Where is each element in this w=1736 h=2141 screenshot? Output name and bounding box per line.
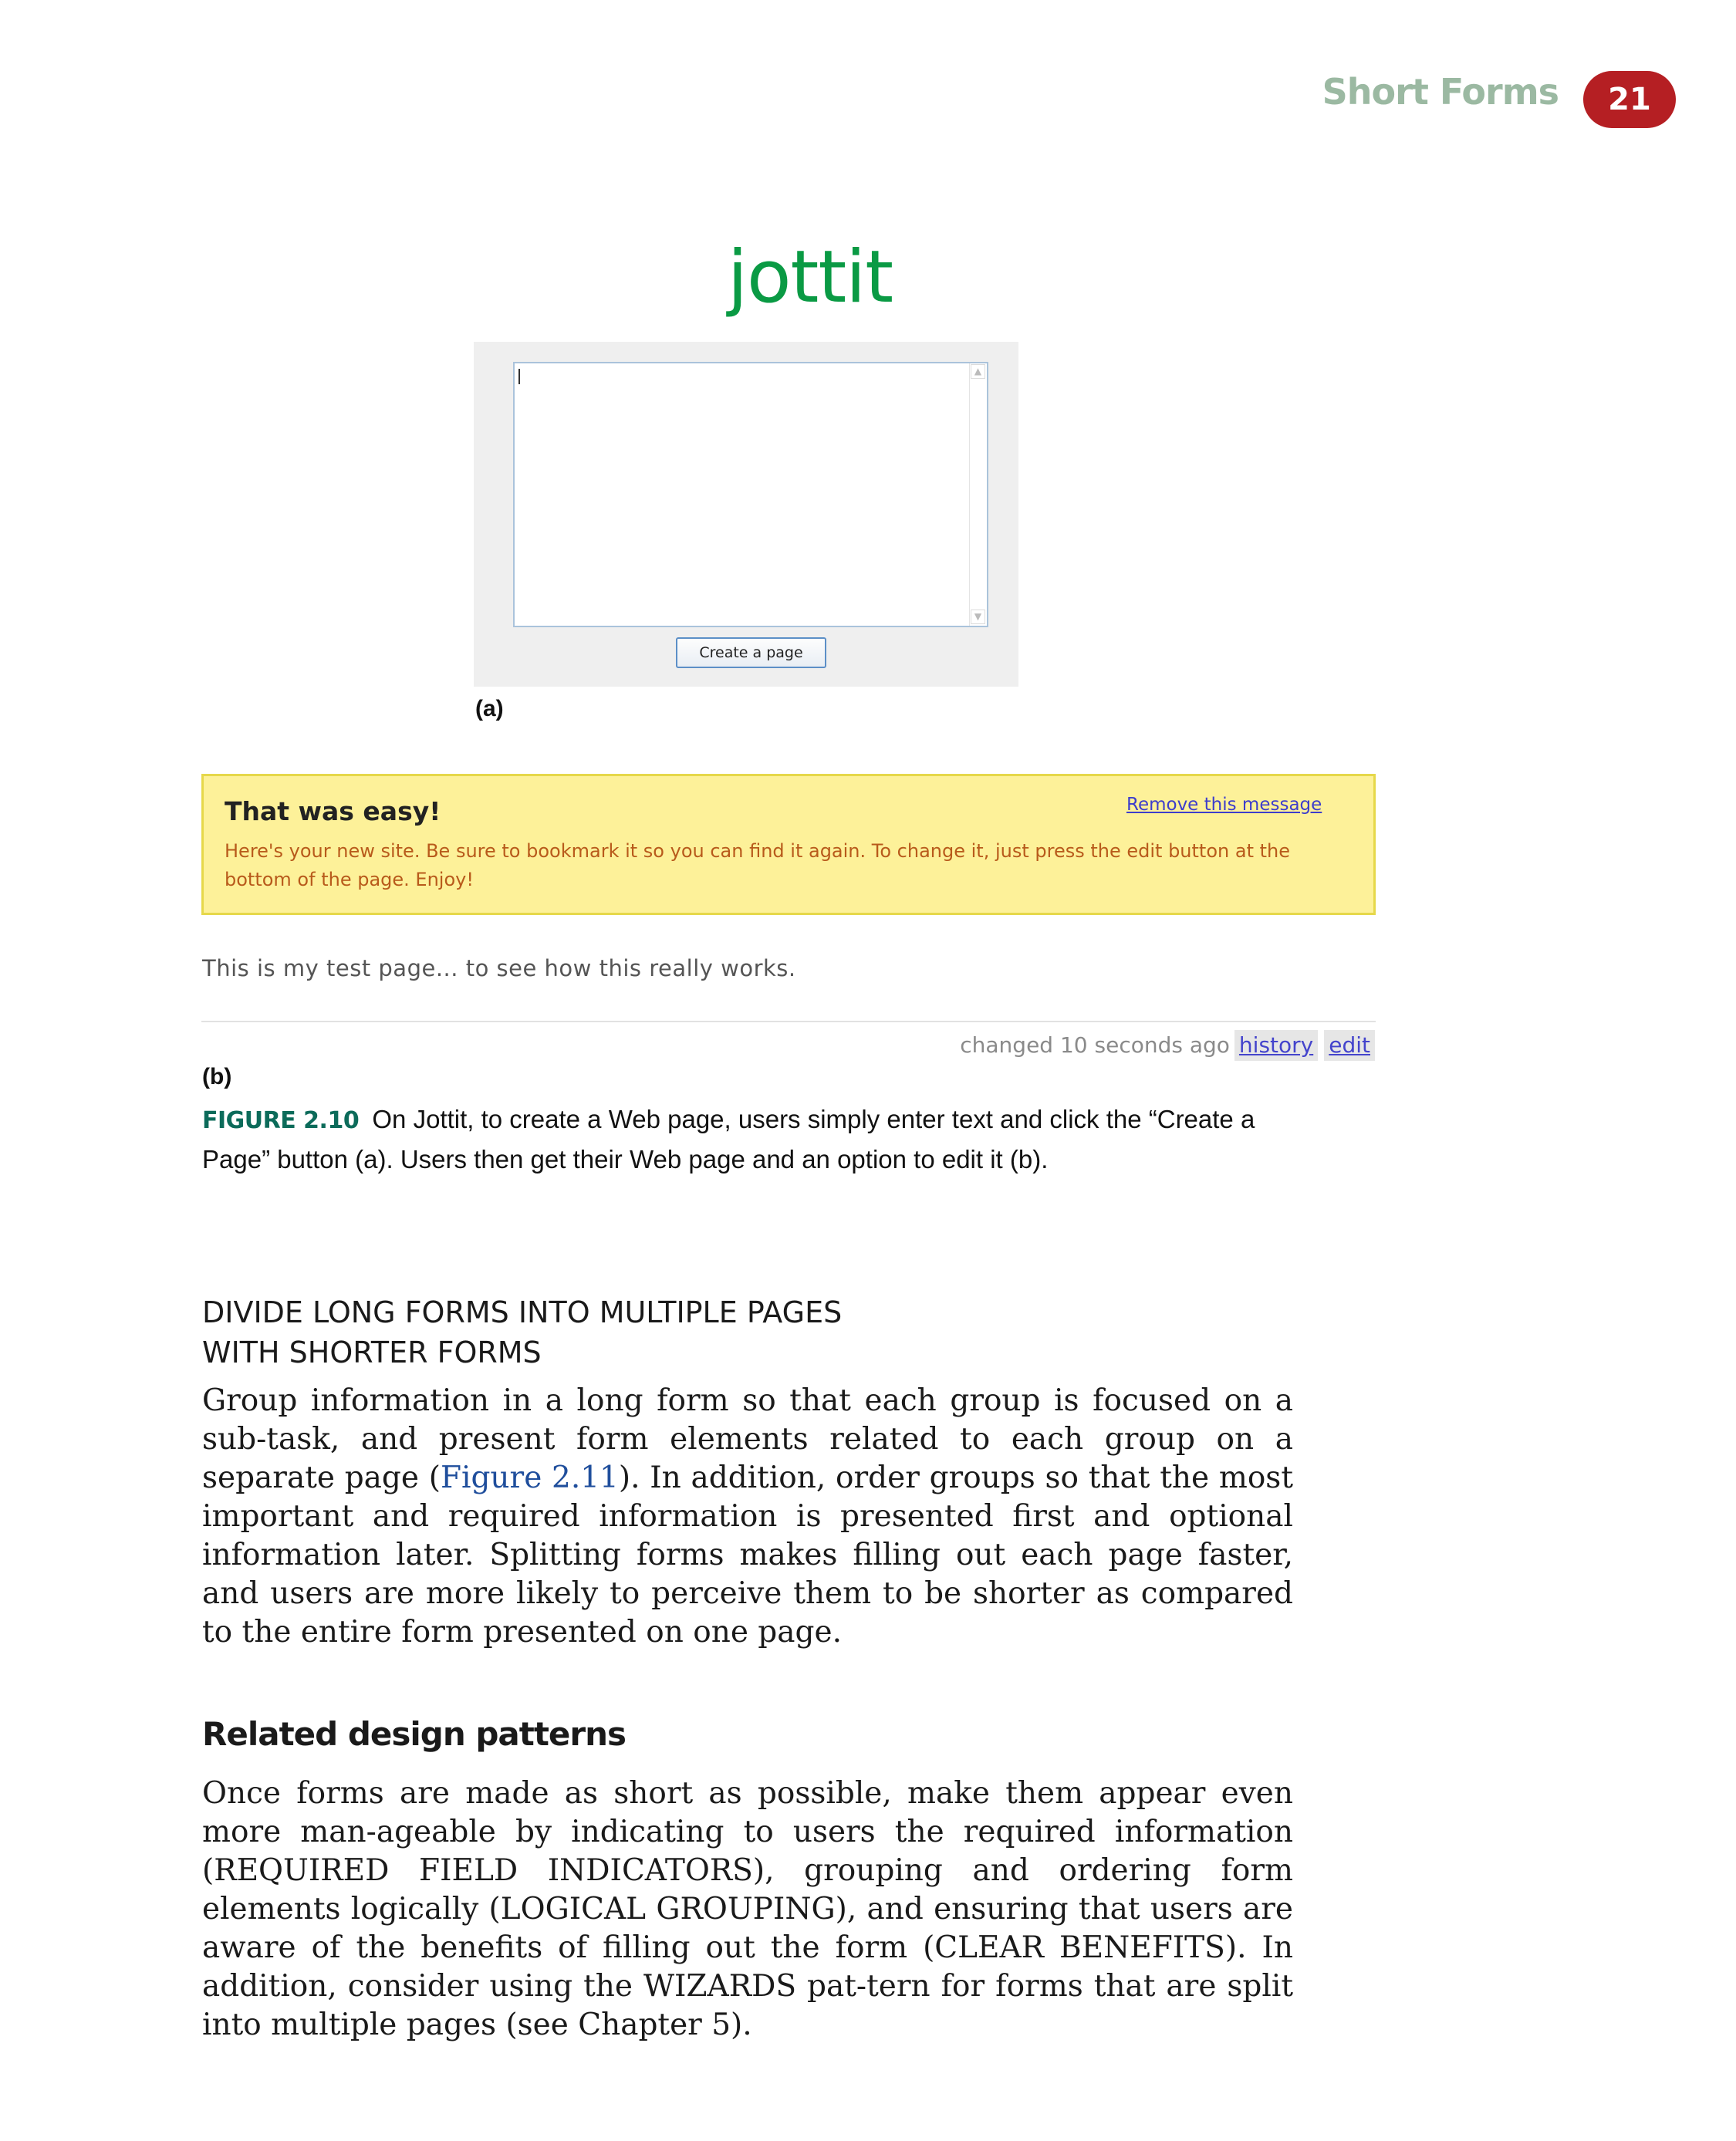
create-page-button[interactable]: Create a page <box>676 637 826 668</box>
text-cursor <box>518 369 520 384</box>
page-footer-row <box>926 1030 1375 1061</box>
figure-a-label: (a) <box>475 696 504 721</box>
para1-text-a: Group information in a long form so that each group is focused on a sub-task, and present form elements related to each group on a separate page ( <box>202 1383 1293 1495</box>
notice-body: Here's your new site. Be sure to bookmark it so you can find it again. To change it, just press the edit button at the bottom of the page. Enjoy! <box>225 840 1290 890</box>
remove-message-link[interactable]: Remove this message <box>1126 795 1322 815</box>
subheading: Related design patterns <box>202 1715 627 1753</box>
figure-b-label: (b) <box>202 1064 232 1089</box>
figure-reference-link[interactable]: Figure 2.11 <box>440 1461 619 1495</box>
section-heading-line-1: DIVIDE LONG FORMS INTO MULTIPLE PAGES <box>202 1295 843 1329</box>
changed-timestamp: changed 10 seconds ago <box>960 1032 1230 1058</box>
page-content-text: This is my test page... to see how this really works. <box>202 955 796 981</box>
scroll-up-arrow-icon[interactable]: ▲ <box>971 364 985 379</box>
scroll-down-arrow-icon[interactable]: ▼ <box>971 610 985 624</box>
caption-text: On Jottit, to create a Web page, users simply enter text and click the “Create a Page” button (a). Users then get their Web page and an option to edit it (b). <box>202 1105 1255 1173</box>
section-heading-line-2: WITH SHORTER FORMS <box>202 1336 542 1369</box>
page-text-input[interactable] <box>513 362 988 627</box>
edit-link[interactable]: edit <box>1324 1030 1375 1061</box>
textarea-scrollbar[interactable] <box>969 363 988 626</box>
para1-text-b: ). In addition, order groups so that the most important and required information is presented first and optional information later. Splitting forms makes filling out each page faster, and users are more likely to perceive them to be shorter as compared to the entire form presented on one page. <box>202 1461 1293 1650</box>
figure-caption <box>202 1100 1313 1179</box>
page-number-badge: 21 <box>1583 71 1676 128</box>
notice-title: That was easy! <box>225 796 441 826</box>
divider <box>201 1021 1376 1022</box>
section-heading <box>202 1292 1359 1373</box>
figure-label: FIGURE 2.10 <box>202 1107 360 1134</box>
body-paragraph-2: Once forms are made as short as possible, make them appear even more man-ageable by indicating to users the required information (REQUIRED FIELD INDICATORS), grouping and ordering form elements logically (LOGICAL GROUPING), and ensuring that users are aware of the benefits of filling out the form (CLEAR BENEFITS). In addition, consider using the WIZARDS pat-tern for forms that are split into multiple pages (see Chapter 5). <box>202 1776 1293 2042</box>
body-paragraph-1 <box>202 1382 1293 1652</box>
history-link[interactable]: history <box>1234 1030 1318 1061</box>
jottit-logo: jottit <box>727 235 893 319</box>
running-head-title: Short Forms <box>1322 71 1559 113</box>
